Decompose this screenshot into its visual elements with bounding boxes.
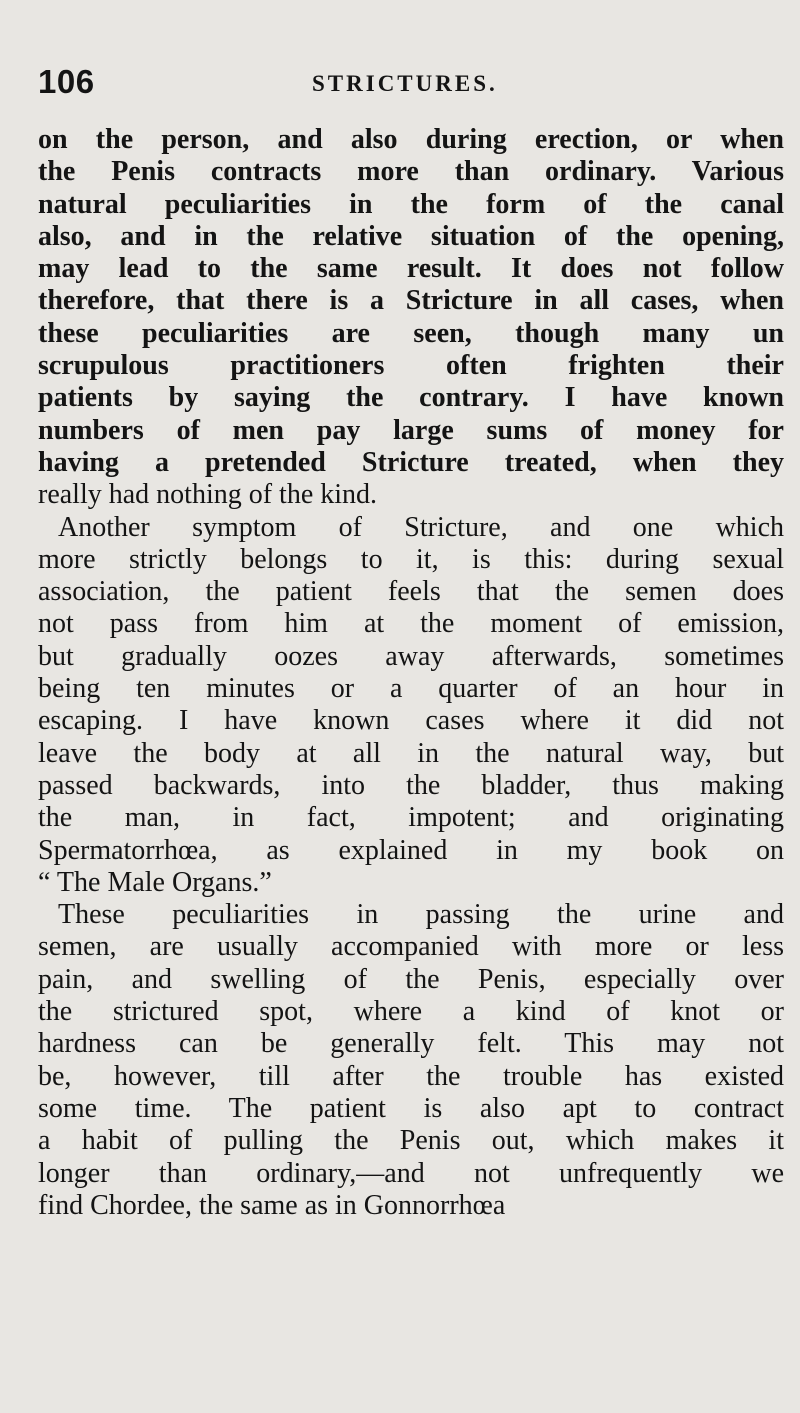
text-line: more strictly belongs to it, is this: during sexual (38, 543, 784, 575)
text-line: the Penis contracts more than ordinary. Various (38, 156, 784, 188)
text-line: escaping. I have known cases where it did not (38, 705, 784, 737)
text-line: leave the body at all in the natural way, but (38, 737, 784, 769)
text-line: Spermatorrhœa, as explained in my book on (38, 834, 784, 866)
text-line: not pass from him at the moment of emission, (38, 608, 784, 640)
text-line: therefore, that there is a Stricture in all cases, when (38, 285, 784, 317)
body-text (38, 124, 784, 1222)
text-line: longer than ordinary,—and not unfrequently we (38, 1157, 784, 1189)
text-line: numbers of men pay large sums of money for (38, 414, 784, 446)
page-number: 106 (38, 63, 95, 100)
text-line: scrupulous practitioners often frighten their (38, 350, 784, 382)
text-line: passed backwards, into the bladder, thus making (38, 769, 784, 801)
text-line: be, however, till after the trouble has existed (38, 1060, 784, 1092)
text-line: pain, and swelling of the Penis, especially over (38, 963, 784, 995)
text-line: patients by saying the contrary. I have known (38, 382, 784, 414)
text-line: on the person, and also during erection, or when (38, 124, 784, 155)
text-line: these peculiarities are seen, though many un (38, 317, 784, 349)
text-line: semen, are usually accompanied with more or less (38, 931, 784, 963)
text-line: “ The Male Organs.” (38, 866, 272, 898)
text-line: having a pretended Stricture treated, when they (38, 446, 784, 478)
text-line: some time. The patient is also apt to contract (38, 1092, 784, 1124)
text-line: Another symptom of Stricture, and one which (58, 511, 784, 543)
text-line: but gradually oozes away afterwards, sometimes (38, 640, 784, 672)
text-line: may lead to the same result. It does not follow (38, 253, 784, 285)
text-line: the strictured spot, where a kind of knot or (38, 996, 784, 1028)
text-line: being ten minutes or a quarter of an hour in (38, 673, 784, 705)
text-line: hardness can be generally felt. This may not (38, 1028, 784, 1060)
text-line: also, and in the relative situation of the opening, (38, 220, 784, 252)
text-line: natural peculiarities in the form of the canal (38, 188, 784, 220)
text-line: These peculiarities in passing the urine and (58, 899, 784, 931)
text-line: a habit of pulling the Penis out, which makes it (38, 1125, 784, 1157)
text-line: association, the patient feels that the semen does (38, 576, 784, 608)
text-line: really had nothing of the kind. (38, 479, 378, 511)
page-header (38, 62, 758, 102)
text-line: the man, in fact, impotent; and originating (38, 802, 784, 834)
text-line: find Chordee, the same as in Gonnorrhœa (38, 1189, 506, 1221)
running-head: STRICTURES. (312, 71, 498, 96)
